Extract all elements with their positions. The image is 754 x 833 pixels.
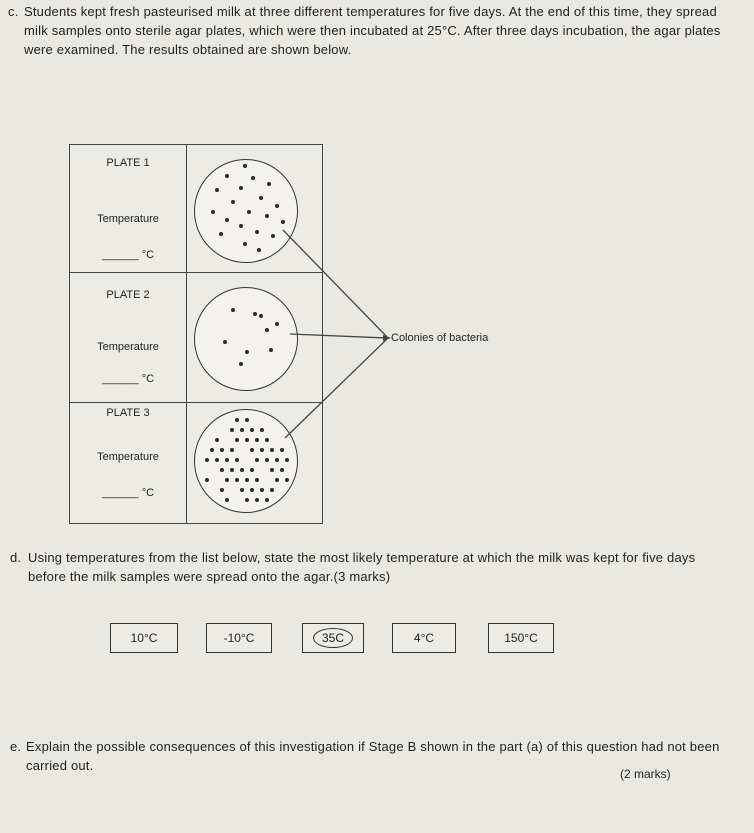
option-10c[interactable]	[110, 623, 178, 653]
plate-2-temperature-label: Temperature	[97, 341, 159, 353]
option-minus-10c-label: -10°C	[223, 631, 255, 645]
option-minus-10c[interactable]	[206, 623, 272, 653]
pointer-arrowhead	[383, 335, 391, 341]
question-number-c: c.	[8, 4, 19, 19]
question-number-d: d.	[10, 550, 22, 565]
plate-3-temperature-label: Temperature	[97, 451, 159, 463]
question-d	[10, 548, 728, 586]
question-e-marks: (2 marks)	[620, 767, 671, 781]
option-4c-label: 4°C	[413, 631, 435, 645]
plate-1-temperature-label: Temperature	[97, 213, 159, 225]
pointer-line-plate-3	[285, 339, 387, 438]
pointer-line-plate-1	[283, 230, 387, 337]
plate-3-temperature-blank[interactable]: ______ °C	[101, 487, 155, 499]
option-35c[interactable]	[302, 623, 364, 653]
question-c-text: Students kept fresh pasteurised milk at three different temperatures for five days. At the end of this time, they spread milk samples onto sterile agar plates, which were then incubated at 25°C. After three days incubation, the agar plates were examined. The results obtained are shown below.	[24, 4, 721, 57]
option-150c[interactable]	[488, 623, 554, 653]
colonies-of-bacteria-label: Colonies of bacteria	[391, 332, 489, 344]
option-150c-label: 150°C	[504, 631, 538, 645]
pointer-line-plate-2	[290, 334, 387, 338]
plate-1-title: PLATE 1	[106, 157, 150, 169]
plate-1-temperature-blank[interactable]: ______ °C	[101, 249, 155, 261]
question-number-e: e.	[10, 739, 22, 754]
question-d-text: Using temperatures from the list below, state the most likely temperature at which the milk was kept for five days before the milk samples were spread onto the agar.(3 marks)	[28, 550, 696, 584]
option-35c-label: 35C	[313, 628, 353, 648]
option-4c[interactable]	[392, 623, 456, 653]
option-10c-label: 10°C	[130, 631, 158, 645]
plate-3-title: PLATE 3	[106, 407, 150, 419]
plate-2-temperature-blank[interactable]: ______ °C	[101, 373, 155, 385]
question-e-text: Explain the possible consequences of this investigation if Stage B shown in the part (a) of this question had not been carried out.	[26, 739, 720, 773]
plate-2-title: PLATE 2	[106, 289, 150, 301]
